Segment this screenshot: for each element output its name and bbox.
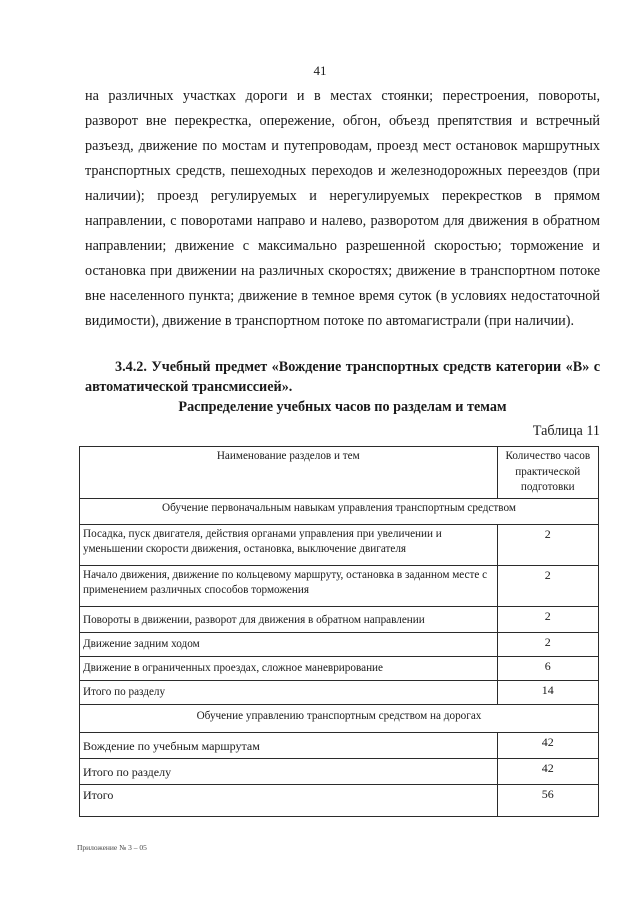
distribution-title: Распределение учебных часов по разделам и темам [178, 399, 507, 415]
topic-name: Движение задним ходом [80, 632, 498, 656]
section-row-cell: Обучение управлению транспортным средством на дорогах [80, 704, 599, 732]
topic-hours: 42 [497, 758, 598, 784]
hours-table [79, 446, 599, 817]
table-row [80, 656, 599, 680]
table-row [80, 632, 599, 656]
table-row [80, 732, 599, 758]
table-row [80, 565, 599, 606]
page-footer: Приложение № 3 – 05 [77, 843, 147, 852]
table-row [80, 758, 599, 784]
topic-name: Начало движения, движение по кольцевому маршруту, остановка в заданном месте с применением различных способов торможения [80, 565, 498, 606]
topic-name: Итого по разделу [80, 758, 498, 784]
topic-hours: 2 [497, 565, 598, 606]
section-heading: 3.4.2. Учебный предмет «Вождение транспортных средств категории «B» с автоматической трансмиссией». [85, 359, 600, 395]
table-row [80, 784, 599, 816]
table-row [80, 498, 599, 524]
section-row-cell: Обучение первоначальным навыкам управления транспортным средством [80, 498, 599, 524]
topic-name: Итого [80, 784, 498, 816]
topic-hours: 14 [497, 680, 598, 704]
topic-hours: 6 [497, 656, 598, 680]
topic-name: Итого по разделу [80, 680, 498, 704]
header-name: Наименование разделов и тем [80, 447, 498, 499]
topic-hours: 2 [497, 632, 598, 656]
topic-hours: 2 [497, 524, 598, 565]
table-row [80, 704, 599, 732]
topic-hours: 2 [497, 606, 598, 632]
topic-name: Вождение по учебным маршрутам [80, 732, 498, 758]
header-hours: Количество часов практической подготовки [497, 447, 598, 499]
topic-hours: 42 [497, 732, 598, 758]
topic-hours: 56 [497, 784, 598, 816]
table-row [80, 606, 599, 632]
body-paragraph: на различных участках дороги и в местах стоянки; перестроения, повороты, разворот вне перекрестка, опережение, обгон, объезд препятствия и встречный разъезд, движение по мостам и путепроводам, проезд мест остановок маршрутных транспортных средств, пешеходных переходов и железнодорожных переездов (при наличии); проезд регулируемых и нерегулируемых перекрестков в прямом направлении, с поворотами направо и налево, разворотом для движения в обратном направлении; движение с максимально разрешенной скоростью; торможение и остановка при движении на различных скоростях; движение в транспортном потоке вне населенного пункта; движение в темное время суток (в условиях недостаточной видимости), движение в транспортном потоке по автомагистрали (при наличии). [85, 88, 600, 329]
topic-name: Посадка, пуск двигателя, действия органами управления при увеличении и уменьшении скорости движения, остановка, выключение двигателя [80, 524, 498, 565]
page-number: 41 [313, 63, 327, 78]
table-body [80, 498, 599, 816]
topic-name: Движение в ограниченных проездах, сложное маневрирование [80, 656, 498, 680]
table-label: Таблица 11 [532, 423, 600, 439]
table-row [80, 680, 599, 704]
table-row [80, 524, 599, 565]
topic-name: Повороты в движении, разворот для движения в обратном направлении [80, 606, 498, 632]
table-header-row [80, 447, 599, 499]
